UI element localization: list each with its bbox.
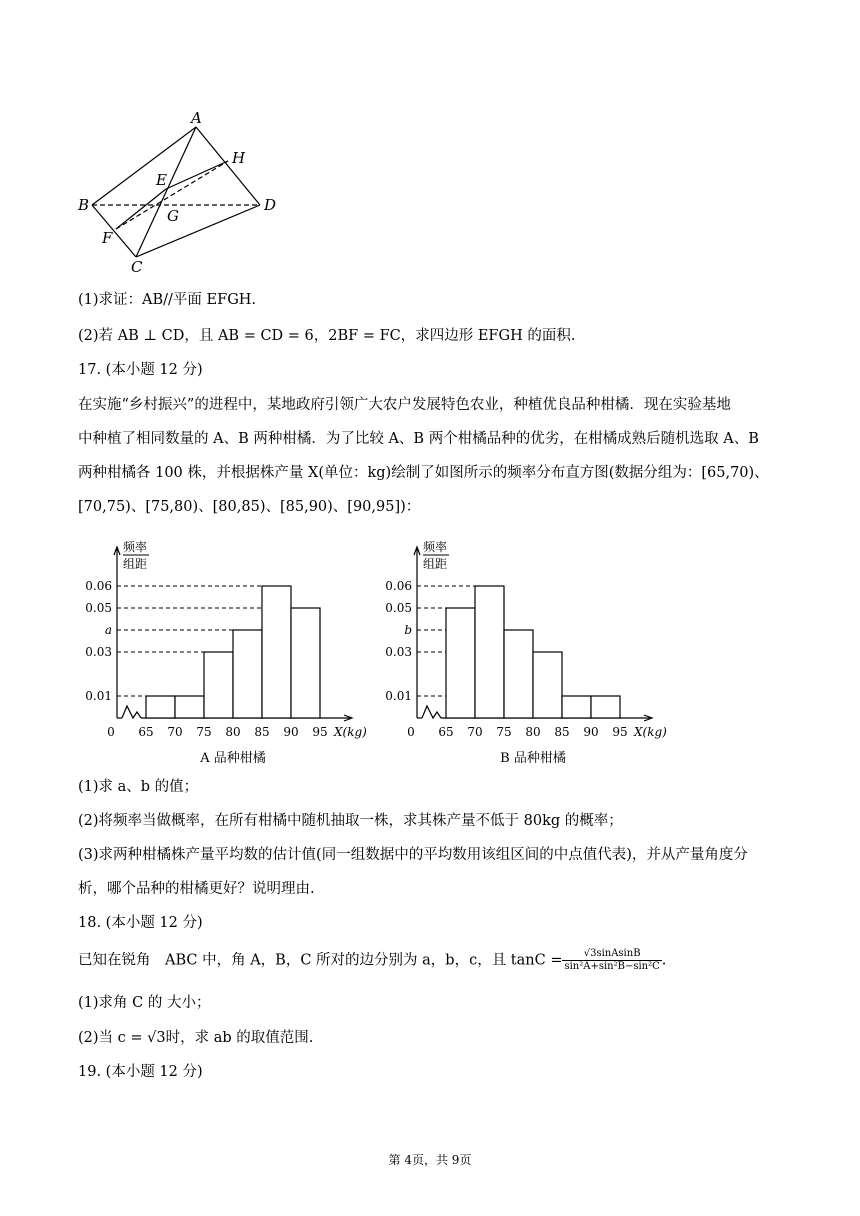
vertex-label-a: A: [191, 109, 202, 127]
p19-header: 19. (本小题 12 分): [78, 1064, 203, 1080]
hist-a-ylabel-top: 频率: [123, 540, 148, 554]
p18-fraction: [562, 948, 661, 973]
hist-b-y-tick-label: 0.01: [385, 689, 412, 703]
hist-a-y-tick-label: 0.01: [85, 689, 112, 703]
hist-a-ylabel-bottom: 组距: [123, 557, 148, 571]
vertex-label-d: D: [264, 196, 277, 214]
p17-question-3-line-2: 析，哪个品种的柑橘更好？说明理由.: [78, 881, 315, 897]
hist-a-x-tick-label: 0: [107, 725, 115, 739]
p17-header: 17. (本小题 12 分): [78, 362, 203, 378]
p17-question-1: (1)求 a、b 的值；: [78, 779, 199, 795]
hist-b-y-tick-label: 0.06: [385, 579, 412, 593]
p18-header: 18. (本小题 12 分): [78, 915, 203, 931]
hist-a-xlabel: X(kg): [334, 725, 367, 739]
p17-text-4: [70,75)、[75,80)、[80,85)、[85,90)、[90,95])：: [78, 499, 421, 515]
geometry-figure: [70, 105, 300, 275]
hist-a-bar: [262, 586, 291, 718]
hist-b-ylabel-top: 频率: [423, 540, 448, 554]
hist-b-x-tick-label: 80: [525, 725, 541, 739]
hist-b-xlabel: X(kg): [634, 725, 667, 739]
hist-b-bar: [446, 608, 475, 718]
hist-a-x-tick-label: 65: [138, 725, 154, 739]
hist-a-y-tick-label: 0.03: [85, 645, 112, 659]
hist-a-y-tick-label: a: [104, 623, 112, 637]
vertex-label-b: B: [78, 196, 90, 214]
p17-question-2: (2)将频率当做概率，在所有柑橘中随机抽取一株，求其株产量不低于 80kg 的概率；: [78, 813, 623, 829]
p16-question-1: (1)求证：AB//平面 EFGH.: [78, 292, 257, 308]
hist-a-axis-break: [122, 706, 141, 718]
p18-text-prefix: 已知在锐角 ABC 中，角 A，B，C 所对的边分别为 a，b，c，且 tanC =: [78, 952, 563, 969]
p18-text: [78, 948, 666, 973]
hist-b-axis-break: [422, 706, 441, 718]
p17-text-3: 两种柑橘各 100 株，并根据株产量 X(单位：kg)绘制了如图所示的频率分布直方图(数据分组为：[65,70)、: [78, 465, 769, 481]
hist-b-bar: [533, 652, 562, 718]
p18-fraction-numerator: √3sinAsinB: [562, 948, 661, 961]
hist-a-bar: [291, 608, 320, 718]
vertex-label-c: C: [131, 258, 143, 275]
hist-b-x-tick-label: 65: [438, 725, 454, 739]
hist-a-bar: [175, 696, 204, 718]
hist-a-x-tick-label: 70: [167, 725, 183, 739]
p18-question-2: (2)当 c = √3时，求 ab 的取值范围.: [78, 1030, 314, 1046]
hist-b-bar: [504, 630, 533, 718]
hist-a-x-tick-label: 75: [196, 725, 212, 739]
hist-b-x-tick-label: 85: [554, 725, 570, 739]
p17-question-3-line-1: (3)求两种柑橘株产量平均数的估计值(同一组数据中的平均数用该组区间的中点值代表)，并从产量角度分: [78, 847, 748, 863]
p18-question-1: (1)求角 C 的 大小；: [78, 995, 211, 1011]
histogram-a: [80, 535, 380, 765]
vertex-label-f: F: [102, 229, 113, 247]
hist-b-y-tick-label: b: [404, 623, 412, 637]
hist-b-y-tick-label: 0.05: [385, 601, 412, 615]
hist-b-x-tick-label: 75: [496, 725, 512, 739]
hist-b-bar: [591, 696, 620, 718]
p18-fraction-denominator: sin²A+sin²B−sin²C: [564, 961, 660, 972]
hist-b-x-tick-label: 70: [467, 725, 483, 739]
p17-text-1: 在实施“乡村振兴”的进程中，某地政府引领广大农户发展特色农业，种植优良品种柑橘．现在实验基地: [78, 397, 731, 413]
hist-b-ylabel-bottom: 组距: [423, 557, 448, 571]
histogram-b: [380, 535, 680, 765]
p17-text-2: 中种植了相同数量的 A、B 两种柑橘．为了比较 A、B 两个柑橘品种的优劣，在柑橘成熟后随机选取 A、B: [78, 431, 759, 447]
vertex-label-e: E: [156, 171, 167, 189]
hist-b-bar: [562, 696, 591, 718]
hist-a-x-tick-label: 90: [283, 725, 299, 739]
p18-text-suffix: .: [661, 952, 667, 969]
vertex-label-g: G: [167, 207, 179, 225]
page-footer: 第 4页，共 9页: [388, 1153, 472, 1167]
hist-a-x-tick-label: 85: [254, 725, 270, 739]
hist-a-x-tick-label: 80: [225, 725, 241, 739]
vertex-label-h: H: [232, 149, 246, 167]
hist-a-y-tick-label: 0.05: [85, 601, 112, 615]
hist-a-title: A 品种柑橘: [200, 751, 266, 765]
p16-question-2: (2)若 AB ⊥ CD，且 AB = CD = 6，2BF = FC，求四边形 EFGH 的面积.: [78, 328, 576, 344]
hist-a-bar: [146, 696, 175, 718]
hist-a-bar: [204, 652, 233, 718]
hist-a-x-tick-label: 95: [312, 725, 328, 739]
hist-b-x-tick-label: 90: [583, 725, 599, 739]
hist-b-bar: [475, 586, 504, 718]
hist-b-title: B 品种柑橘: [500, 751, 566, 765]
hist-a-bar: [233, 630, 262, 718]
hist-b-x-tick-label: 95: [612, 725, 628, 739]
hist-b-y-tick-label: 0.03: [385, 645, 412, 659]
hist-b-x-tick-label: 0: [407, 725, 415, 739]
hist-a-y-tick-label: 0.06: [85, 579, 112, 593]
